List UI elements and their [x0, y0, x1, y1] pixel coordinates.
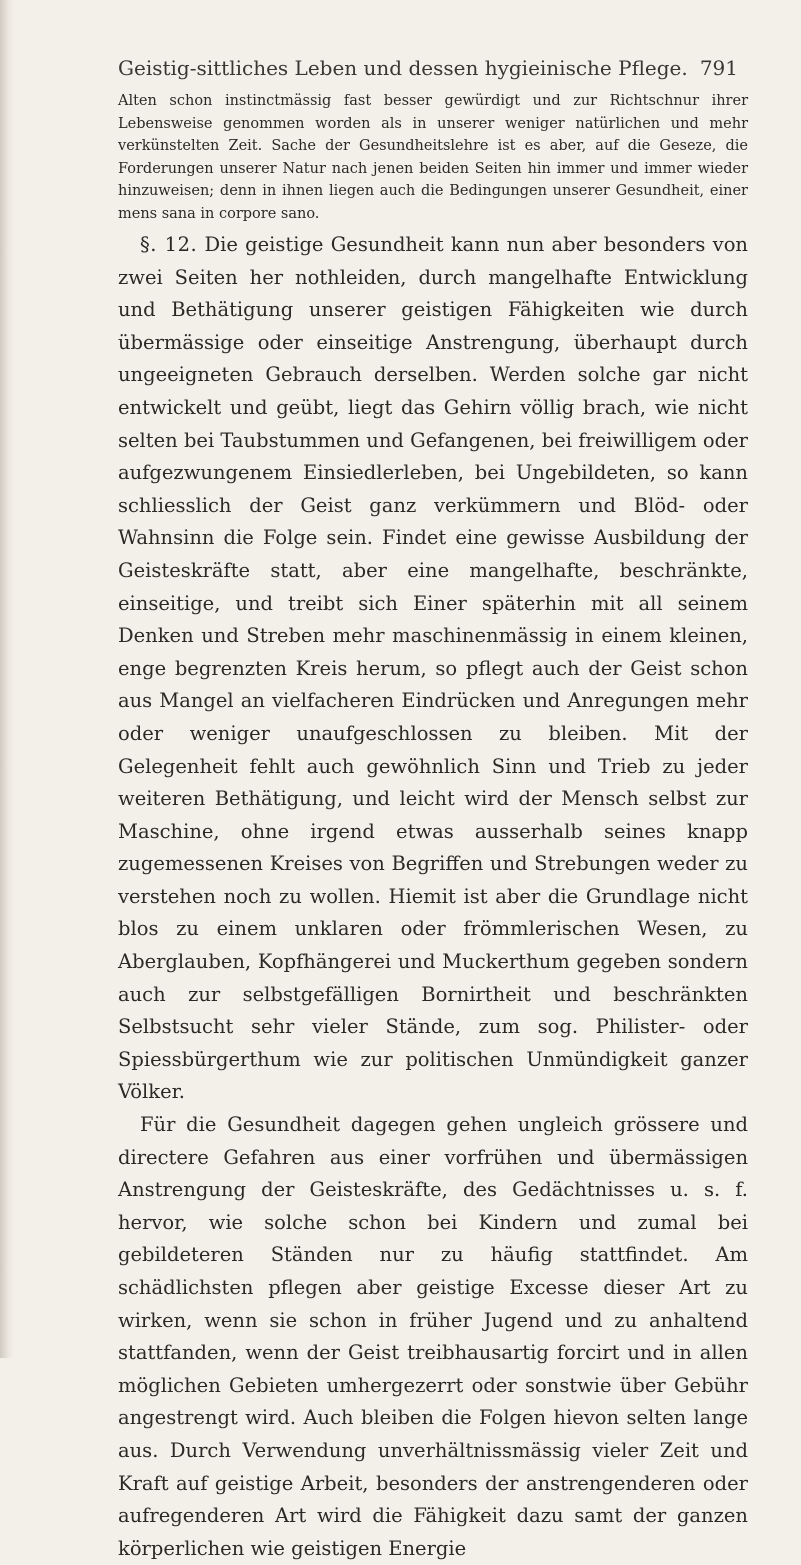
paragraph-section-12: [118, 229, 748, 1109]
paragraph-health-dangers: [118, 1109, 748, 1565]
page-body: [118, 90, 748, 1565]
section-number: §. 12.: [140, 233, 198, 256]
paragraph-continuation: [118, 90, 748, 225]
page-number: 791: [699, 56, 738, 80]
running-title: Geistig-sittliches Leben und dessen hygieinische Pflege.: [118, 56, 688, 80]
paragraph-text: Für die Gesundheit dagegen gehen ungleich grössere und directere Gefahren aus einer vorfrühen und übermässigen Anstrengung der Geisteskräfte, des Gedächtnisses u. s. f. hervor, wie solche schon bei Kindern und zumal bei gebildeteren Ständen nur zu häufig stattfindet. Am schädlichsten pflegen aber geistige Excesse dieser Art zu wirken, wenn sie schon in früher Jugend und zu anhaltend stattfanden, wenn der Geist treibhausartig forcirt und in allen möglichen Gebieten umhergezerrt oder sonstwie über Gebühr angestrengt wird. Auch bleiben die Folgen hievon selten lange aus. Durch Verwendung unverhältnissmässig vieler Zeit und Kraft auf geistige Arbeit, besonders der anstrengenderen oder aufregenderen Art wird die Fähigkeit dazu samt der ganzen körperlichen wie geistigen Energie: [118, 1113, 748, 1560]
paragraph-text: Alten schon instinctmässig fast besser gewürdigt und zur Richtschnur ihrer Lebensweise genommen worden als in unserer weniger natürlichen und mehr verkünstelten Zeit. Sache der Gesundheitslehre ist es aber, auf die Geseze, die Forderungen unserer Natur nach jenen beiden Seiten hin immer und immer wieder hinzuweisen; denn in ihnen liegen auch die Bedingungen unserer Gesundheit, einer mens sana in corpore sano.: [118, 93, 748, 222]
paragraph-text: Die geistige Gesundheit kann nun aber besonders von zwei Seiten her nothleiden, durch mangelhafte Entwicklung und Bethätigung unserer geistigen Fähigkeiten wie durch übermässige oder einseitige Anstrengung, überhaupt durch ungeeigneten Gebrauch derselben. Werden solche gar nicht entwickelt und geübt, liegt das Gehirn völlig brach, wie nicht selten bei Taubstummen und Gefangenen, bei freiwilligem oder aufgezwungenem Einsiedlerleben, bei Ungebildeten, so kann schliesslich der Geist ganz verkümmern und Blöd- oder Wahnsinn die Folge sein. Findet eine gewisse Ausbildung der Geisteskräfte statt, aber eine mangelhafte, beschränkte, einseitige, und treibt sich Einer späterhin mit all seinem Denken und Streben mehr maschinenmässig in einem kleinen, enge begrenzten Kreis herum, so pflegt auch der Geist schon aus Mangel an vielfacheren Eindrücken und Anregungen mehr oder weniger unaufgeschlossen zu bleiben. Mit der Gelegenheit fehlt auch gewöhnlich Sinn und Trieb zu jeder weiteren Bethätigung, und leicht wird der Mensch selbst zur Maschine, ohne irgend etwas ausserhalb seines knapp zugemessenen Kreises von Begriffen und Strebungen weder zu verstehen noch zu wollen. Hiemit ist aber die Grundlage nicht blos zu einem unklaren oder frömmlerischen Wesen, zu Aberglauben, Kopfhängerei und Muckerthum gegeben sondern auch zur selbstgefälligen Bornirtheit und beschränkten Selbstsucht sehr vieler Stände, zum sog. Philister- oder Spiessbürgerthum wie zur politischen Unmündigkeit ganzer Völker.: [118, 233, 748, 1104]
page-binding-edge: [0, 0, 14, 1358]
